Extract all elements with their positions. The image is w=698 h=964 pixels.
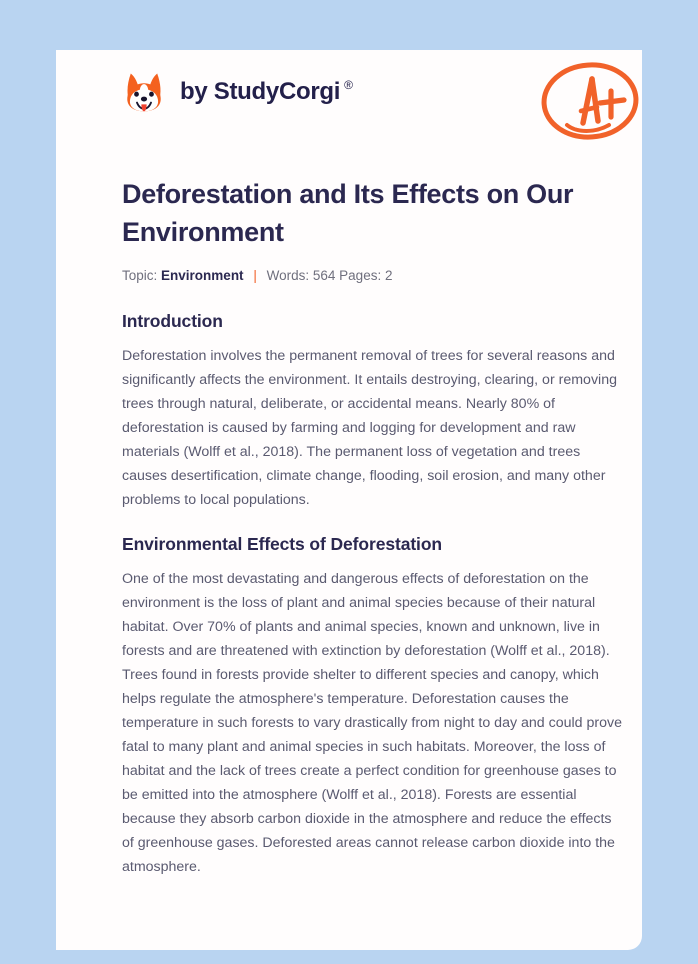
section-environmental-effects (122, 533, 622, 879)
document-header (56, 50, 642, 160)
section-introduction (122, 310, 617, 512)
section-heading: Environmental Effects of Deforestation (122, 533, 443, 554)
brand-name (180, 80, 353, 104)
a-plus-grade-badge-icon (537, 55, 642, 147)
meta-separator: | (253, 267, 257, 283)
document-meta (122, 268, 578, 283)
meta-word-count: Words: 564 (266, 267, 336, 283)
section-heading: Introduction (122, 310, 223, 331)
section-body: One of the most devastating and dangerous effects of deforestation on the environment is the loss of plant and animal species because of their natural habitat. Over 70% of plants and animal species, known and unknown, live in forests and are threatened with extinction by deforestation (Wolff et al., 2018). Trees found in forests provide shelter to different species and canopy, which helps regulate the atmosphere's temperature. Deforestation causes the temperature in such forests to vary drastically from night to day and could prove fatal to many plant and animal species in such habitats. Moreover, the loss of habitat and the lack of trees create a perfect condition for greenhouse gases to be emitted into the atmosphere (Wolff et al., 2018). Forests are essential because they absorb carbon dioxide in the atmosphere and reduce the effects of greenhouse gases. Deforested areas cannot release carbon dioxide into the atmosphere. (122, 570, 622, 875)
page-title: Deforestation and Its Effects on Our Environment (122, 179, 574, 248)
document-content (122, 175, 622, 885)
section-body: Deforestation involves the permanent removal of trees for several reasons and significantly affects the environment. It entails destroying, clearing, or removing trees through natural, deliberate, or accidental means. Nearly 80% of deforestation is caused by farming and logging for development and raw materials (Wolff et al., 2018). The permanent loss of vegetation and trees causes desertification, climate change, flooding, soil erosion, and many other problems to local populations. (122, 347, 617, 508)
brand-logo-block[interactable] (122, 70, 353, 114)
brand-name-text: by StudyCorgi (180, 78, 341, 105)
corgi-head-icon (122, 70, 166, 114)
registered-trademark-icon: ® (344, 78, 353, 92)
meta-topic-label: Topic: (122, 267, 158, 283)
meta-topic-value[interactable]: Environment (161, 267, 244, 283)
meta-page-count: Pages: 2 (339, 267, 393, 283)
document-page-sheet (56, 50, 642, 950)
